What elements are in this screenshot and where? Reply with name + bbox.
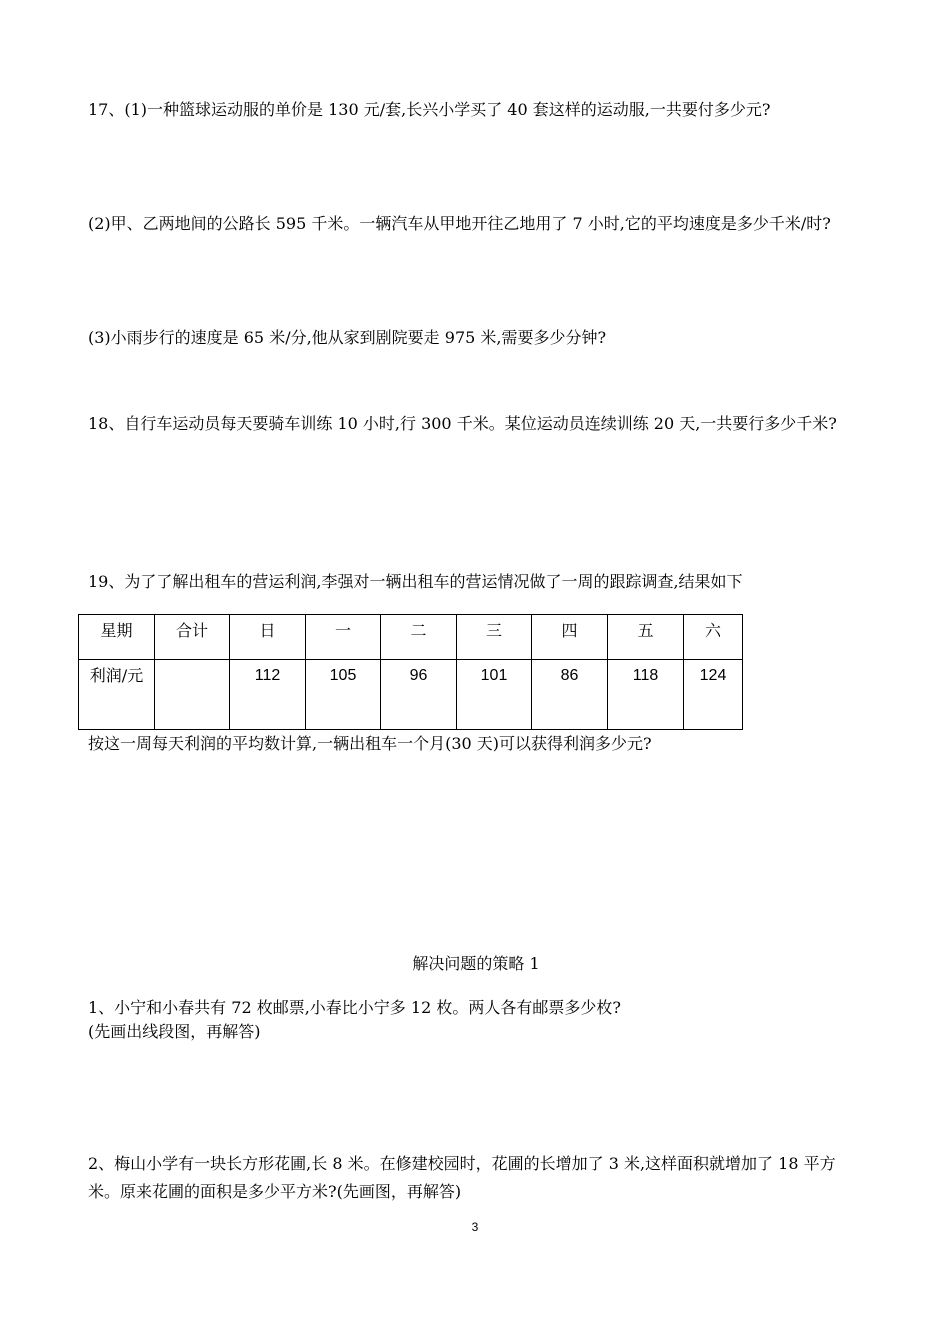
total-cell [155, 660, 230, 730]
s1-line1: 1、小宁和小春共有 72 枚邮票,小春比小宁多 12 枚。两人各有邮票多少枚? [88, 998, 621, 1017]
row-label-cell: 利润/元 [79, 660, 155, 730]
q17-part3: (3)小雨步行的速度是 65 米/分,他从家到剧院要走 975 米,需要多少分钟? [88, 328, 607, 347]
page-number: 3 [471, 1220, 479, 1234]
header-cell: 一 [306, 615, 381, 660]
q17-part1: 17、(1)一种篮球运动服的单价是 130 元/套,长兴小学买了 40 套这样的运动服,一共要付多少元? [88, 100, 771, 119]
header-cell: 合计 [155, 615, 230, 660]
header-cell: 六 [684, 615, 743, 660]
value-cell: 101 [457, 660, 532, 730]
section-title: 解决问题的策略 1 [412, 954, 540, 973]
value-cell: 105 [306, 660, 381, 730]
s2: 2、梅山小学有一块长方形花圃,长 8 米。在修建校园时，花圃的长增加了 3 米,这样面积就增加了 18 平方米。原来花圃的面积是多少平方米?(先画图，再解答) [88, 1154, 836, 1201]
header-cell: 二 [381, 615, 457, 660]
header-cell: 五 [608, 615, 684, 660]
q17-part2: (2)甲、乙两地间的公路长 595 千米。一辆汽车从甲地开往乙地用了 7 小时,它的平均速度是多少千米/时? [88, 214, 831, 233]
value-cell: 124 [684, 660, 743, 730]
table-row [79, 660, 743, 730]
value-cell: 112 [230, 660, 306, 730]
header-cell: 三 [457, 615, 532, 660]
header-cell: 日 [230, 615, 306, 660]
s1-line2: (先画出线段图，再解答) [88, 1022, 261, 1041]
header-cell: 四 [532, 615, 608, 660]
value-cell: 96 [381, 660, 457, 730]
profit-table [78, 614, 743, 730]
value-cell: 86 [532, 660, 608, 730]
header-cell: 星期 [79, 615, 155, 660]
q18: 18、自行车运动员每天要骑车训练 10 小时,行 300 千米。某位运动员连续训练 20 天,一共要行多少千米? [88, 414, 837, 433]
value-cell: 118 [608, 660, 684, 730]
q19-question: 按这一周每天利润的平均数计算,一辆出租车一个月(30 天)可以获得利润多少元? [88, 734, 652, 753]
table-row [79, 615, 743, 660]
q19-intro: 19、为了了解出租车的营运利润,李强对一辆出租车的营运情况做了一周的跟踪调查,结果如下 [88, 572, 743, 591]
